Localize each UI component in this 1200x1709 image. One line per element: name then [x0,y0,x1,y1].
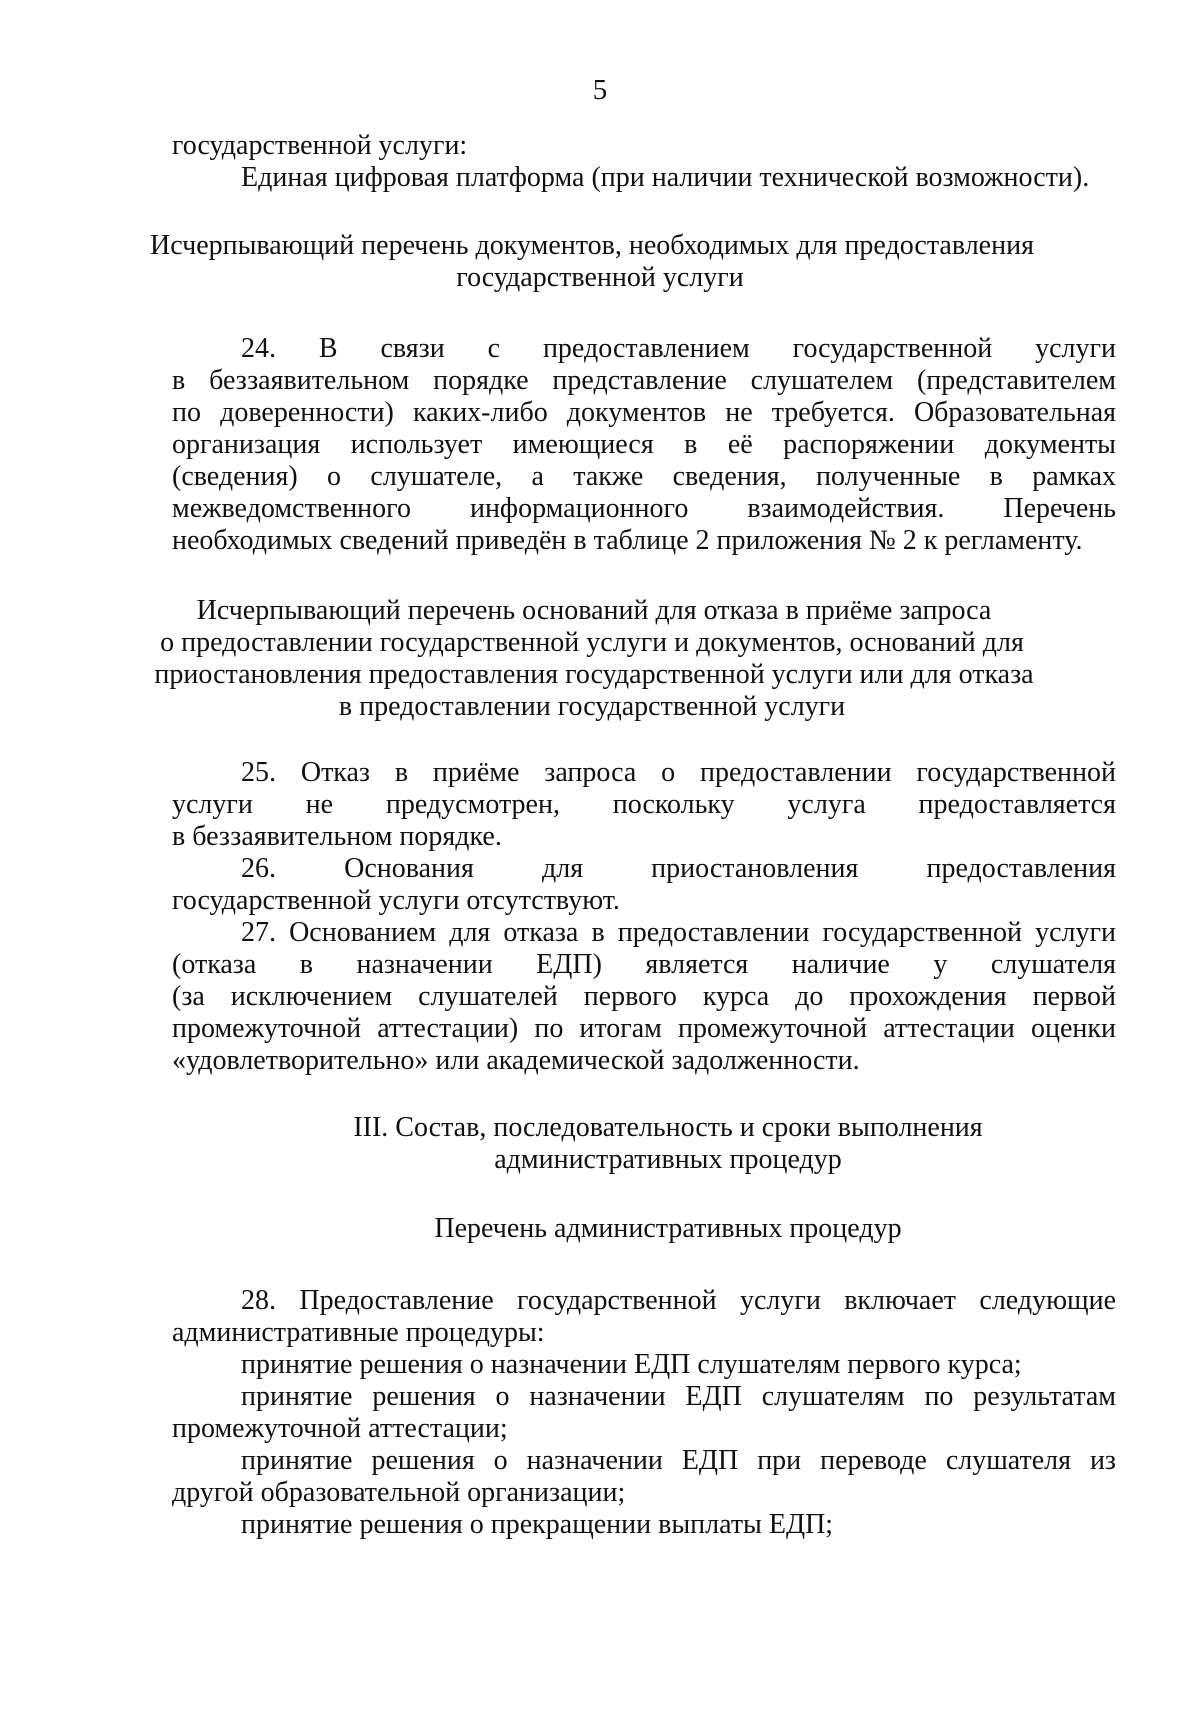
paragraph-28 [172,1285,1116,1541]
text-line: 26. Основания для приостановления предоставления [241,853,1116,884]
text-line: организация использует имеющиеся в её распоряжении документы [172,429,1116,460]
paragraph-24 [172,333,1116,557]
text-line: межведомственного информационного взаимодействия. Перечень [172,493,1116,524]
list-item: принятие решения о назначении ЕДП слушателям по результатам [241,1381,1116,1412]
text-line: в беззаявительном порядке представление слушателем (представителем [172,365,1116,396]
text-line: государственной услуги: [172,130,468,161]
procedures-heading: Перечень административных процедур [434,1213,902,1244]
text-line: (за исключением слушателей первого курса до прохождения первой [172,981,1116,1012]
text-line: 28. Предоставление государственной услуги включает следующие [241,1285,1116,1316]
text-line: в беззаявительном порядке. [172,821,502,852]
section-3-title-line2: административных процедур [494,1144,842,1175]
text-line: административные процедуры: [172,1317,545,1348]
text-line: «удовлетворительно» или академической задолженности. [172,1045,860,1076]
list-item: принятие решения о прекращении выплаты ЕДП; [241,1509,834,1540]
text-line: промежуточной аттестации) по итогам промежуточной аттестации оценки [172,1013,1116,1044]
section-3-title-line1: III. Состав, последовательность и сроки выполнения [353,1112,983,1143]
section-heading-refusal-line1: Исчерпывающий перечень оснований для отказа в приёме запроса [196,595,992,626]
text-line: 27. Основанием для отказа в предоставлении государственной услуги [241,917,1116,948]
section-heading-docs-line2: государственной услуги [456,262,744,293]
section-heading-refusal-line4: в предоставлении государственной услуги [338,691,846,722]
text-line: 25. Отказ в приёме запроса о предоставлении государственной [241,757,1116,788]
list-item: принятие решения о назначении ЕДП при переводе слушателя из [241,1445,1116,1476]
text-line: государственной услуги отсутствуют. [172,885,620,916]
section-heading-refusal-line3: приостановления предоставления государственной услуги или для отказа [154,659,1034,690]
text-line: Единая цифровая платформа (при наличии технической возможности). [241,162,1090,193]
text-line: (сведения) о слушателе, а также сведения, полученные в рамках [172,461,1116,492]
section-heading-docs-line1: Исчерпывающий перечень документов, необходимых для предоставления [150,230,1034,261]
text-line: другой образовательной организации; [172,1477,626,1508]
intro-paragraph [172,130,1116,194]
text-line: по доверенности) каких-либо документов не требуется. Образовательная [172,397,1116,428]
text-line: необходимых сведений приведён в таблице 2 приложения № 2 к регламенту. [172,525,1083,556]
text-line: (отказа в назначении ЕДП) является наличие у слушателя [172,949,1116,980]
text-line: промежуточной аттестации; [172,1413,508,1444]
list-item: принятие решения о назначении ЕДП слушателям первого курса; [241,1349,1022,1380]
text-line: 24. В связи с предоставлением государственной услуги [241,333,1116,364]
page-number: 5 [592,74,608,106]
paragraphs-25-27 [172,757,1116,1077]
section-heading-refusal-line2: о предоставлении государственной услуги и документов, оснований для [160,627,1024,658]
text-line: услуги не предусмотрен, поскольку услуга предоставляется [172,789,1116,820]
